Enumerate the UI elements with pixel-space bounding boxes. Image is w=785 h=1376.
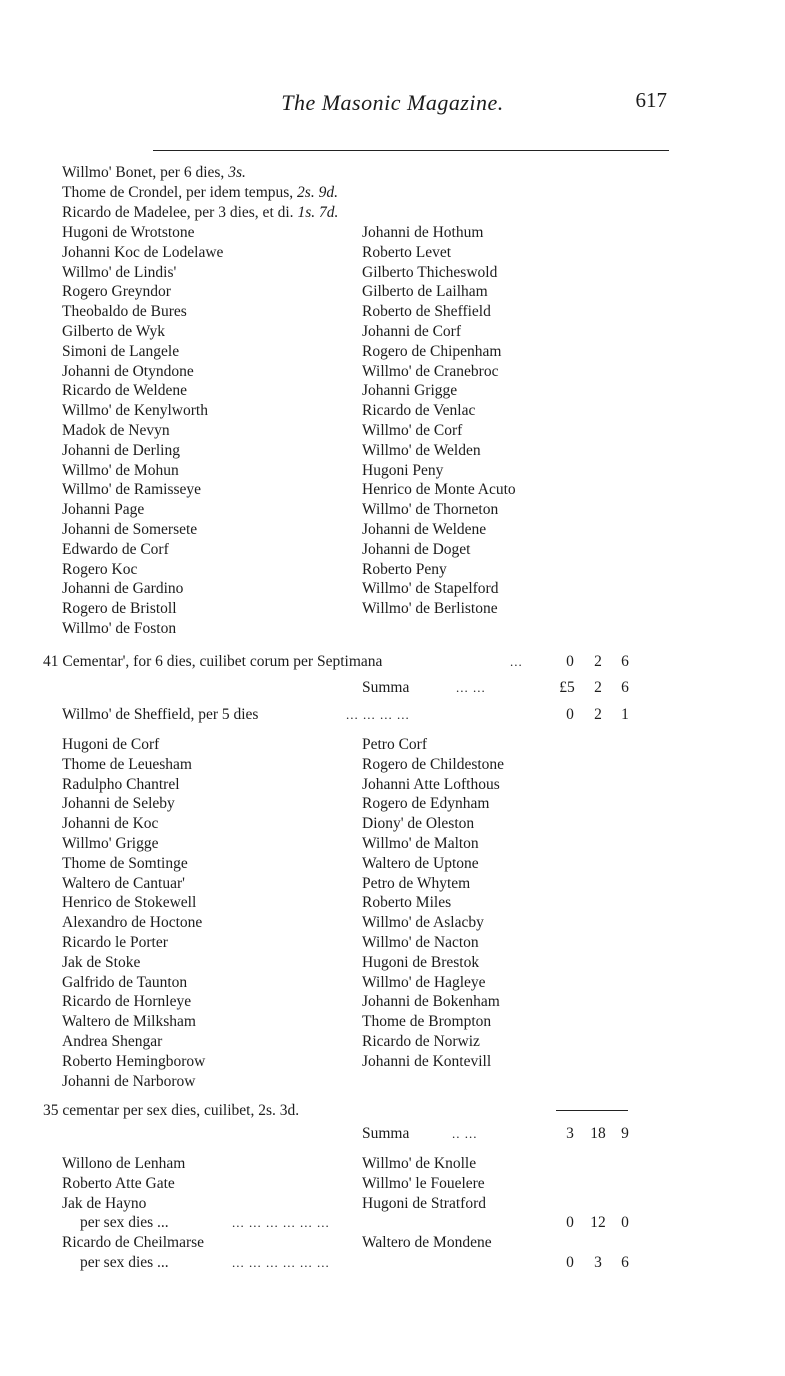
intro-line-crondel: Thome de Crondel, per idem tempus, 2s. 9d. (62, 184, 338, 201)
list-item: Ricardo de Norwiz (362, 1032, 480, 1050)
list-item: Willmo' de Stapelford (362, 580, 499, 598)
list-item: Hugoni de Stratford (362, 1194, 486, 1212)
leader-dots: ... ... ... ... ... ... (232, 1255, 330, 1270)
list3-right-column (362, 1154, 486, 1213)
list-item: Willmo' de Ramisseye (62, 481, 202, 499)
shillings: 2 (594, 706, 602, 723)
list-item: Theobaldo de Bures (62, 303, 187, 321)
pounds: £5 (559, 679, 575, 696)
list1-right-column (362, 223, 516, 619)
list-item: Hugoni de Brestok (362, 953, 480, 971)
list-item: Willono de Lenham (62, 1155, 186, 1172)
list-item: Willmo' Grigge (62, 834, 159, 852)
per-sex-dies-line: per sex dies ... (80, 1254, 169, 1271)
header-rule (153, 150, 669, 151)
list-item: Johanni Atte Lofthous (362, 775, 500, 793)
pence: 6 (621, 679, 629, 696)
list-item: Rogero de Edynham (362, 795, 490, 813)
list-item: Andrea Shengar (62, 1032, 163, 1050)
running-title: The Masonic Magazine. (281, 90, 504, 115)
list-item: Roberto de Sheffield (362, 303, 491, 321)
list-item: Waltero de Milksham (62, 1013, 196, 1031)
list-item: Alexandro de Hoctone (62, 914, 203, 932)
per-sex-dies-line: per sex dies ... (80, 1214, 169, 1231)
list-item: Galfrido de Taunton (62, 973, 188, 991)
sheffield-line: Willmo' de Sheffield, per 5 dies (62, 706, 259, 723)
list-item: Rogero de Bristoll (62, 600, 177, 618)
list-item: Roberto Atte Gate (62, 1174, 175, 1192)
list-item: Johanni de Hothum (362, 224, 484, 241)
list-item: Johanni de Doget (362, 540, 471, 558)
pounds: 0 (566, 1254, 574, 1271)
list-item: Johanni de Kontevill (362, 1052, 492, 1070)
list-item: Henrico de Stokewell (62, 894, 197, 912)
list-item: Radulpho Chantrel (62, 775, 180, 793)
list3-left-column (62, 1154, 185, 1213)
list-item: Willmo' de Aslacby (362, 914, 484, 932)
leader-dots: ... ... ... ... (346, 707, 410, 722)
shillings: 2 (594, 679, 602, 696)
list-item: Willmo' de Cranebroc (362, 362, 499, 380)
summa-label: Summa (362, 679, 410, 696)
list-item: Hugoni Peny (362, 461, 444, 479)
list-item: Roberto Levet (362, 243, 452, 261)
list-item: Ricardo de Cheilmarse (62, 1234, 205, 1251)
list-item: Thome de Brompton (362, 1013, 492, 1031)
list-item: Willmo' de Corf (362, 421, 463, 439)
pounds: 0 (566, 653, 574, 670)
pence: 9 (621, 1125, 629, 1142)
list-item: Johanni Page (62, 501, 145, 519)
list-item: Johanni Grigge (362, 382, 458, 400)
list-item: Willmo' de Welden (362, 441, 481, 459)
pounds: 0 (566, 706, 574, 723)
list-item: Willmo' de Berlistone (362, 600, 498, 618)
list-item: Petro de Whytem (362, 874, 471, 892)
list-item: Henrico de Monte Acuto (362, 481, 516, 499)
pence: 6 (621, 1254, 629, 1271)
list-item: Willmo' de Foston (62, 619, 177, 637)
list-item: Hugoni de Corf (62, 736, 160, 753)
list-item: Roberto Peny (362, 560, 447, 578)
list-item: Johanni de Otyndone (62, 362, 194, 380)
list-item: Willmo' de Thorneton (362, 501, 499, 519)
pence: 6 (621, 653, 629, 670)
pounds: 3 (566, 1125, 574, 1142)
list-item: Johanni de Weldene (362, 520, 487, 538)
list-item: Willmo' de Kenylworth (62, 402, 208, 420)
list-item: Gilberto Thicheswold (362, 263, 498, 281)
list-item: Jak de Hayno (62, 1194, 147, 1212)
summa-label: Summa (362, 1125, 410, 1142)
list-item: Willmo' de Mohun (62, 461, 179, 479)
list-item: Thome de Somtinge (62, 854, 188, 872)
list-item: Johanni de Somersete (62, 520, 198, 538)
list-item: Rogero de Chipenham (362, 342, 502, 360)
intro-line-madelee: Ricardo de Madelee, per 3 dies, et di. 1s. 7d. (62, 204, 339, 221)
list-item: Willmo' le Fouelere (362, 1174, 485, 1192)
list-item: Willmo' de Lindis' (62, 263, 177, 281)
list-item: Waltero de Mondene (362, 1234, 492, 1251)
list-item: Roberto Miles (362, 894, 452, 912)
pence: 0 (621, 1214, 629, 1231)
list-item: Thome de Leuesham (62, 755, 192, 773)
list-item: Willmo' de Knolle (362, 1155, 477, 1172)
list1-left-column (62, 223, 223, 639)
list-item: Roberto Hemingborow (62, 1052, 206, 1070)
shillings: 3 (594, 1254, 602, 1271)
list-item: Johanni de Gardino (62, 580, 184, 598)
cementarii-41-line: 41 Cementar', for 6 dies, cuilibet corum per Septimana (43, 653, 383, 670)
total-rule (556, 1110, 628, 1111)
list-item: Ricardo de Hornleye (62, 993, 192, 1011)
list2-left-column (62, 735, 205, 1091)
cementarii-35-line: 35 cementar per sex dies, cuilibet, 2s. 3d. (43, 1102, 300, 1119)
list-item: Madok de Nevyn (62, 421, 170, 439)
list-item: Ricardo de Weldene (62, 382, 187, 400)
leader-dots: ... ... (456, 680, 486, 695)
leader-dots: ... (510, 654, 523, 669)
list-item: Johanni de Seleby (62, 795, 175, 813)
list-item: Rogero de Childestone (362, 755, 505, 773)
pounds: 0 (566, 1214, 574, 1231)
list-item: Johanni de Derling (62, 441, 180, 459)
list-item: Willmo' de Nacton (362, 933, 479, 951)
list2-right-column (362, 735, 504, 1072)
list-item: Rogero Koc (62, 560, 138, 578)
list-item: Johanni de Koc (62, 815, 159, 833)
list-item: Gilberto de Wyk (62, 322, 165, 340)
list-item: Edwardo de Corf (62, 540, 169, 558)
list-item: Johanni de Corf (362, 322, 462, 340)
list-item: Johanni de Bokenham (362, 993, 500, 1011)
leader-dots: ... ... ... ... ... ... (232, 1215, 330, 1230)
list-item: Ricardo de Venlac (362, 402, 476, 420)
list-item: Ricardo le Porter (62, 933, 168, 951)
pence: 1 (621, 706, 629, 723)
list-item: Petro Corf (362, 736, 428, 753)
list-item: Gilberto de Lailham (362, 283, 488, 301)
list-item: Waltero de Uptone (362, 854, 479, 872)
shillings: 18 (590, 1125, 606, 1142)
page-number: 617 (635, 88, 667, 112)
list-item: Rogero Greyndor (62, 283, 171, 301)
list-item: Willmo' de Hagleye (362, 973, 486, 991)
list-item: Jak de Stoke (62, 953, 141, 971)
shillings: 2 (594, 653, 602, 670)
list-item: Diony' de Oleston (362, 815, 475, 833)
intro-line-bonet: Willmo' Bonet, per 6 dies, 3s. (62, 164, 246, 181)
leader-dots: .. ... (452, 1126, 478, 1141)
list-item: Johanni de Narborow (62, 1072, 196, 1090)
list-item: Waltero de Cantuar' (62, 874, 185, 892)
list-item: Johanni Koc de Lodelawe (62, 243, 224, 261)
list-item: Hugoni de Wrotstone (62, 224, 195, 241)
list-item: Willmo' de Malton (362, 834, 479, 852)
list-item: Simoni de Langele (62, 342, 180, 360)
shillings: 12 (590, 1214, 606, 1231)
